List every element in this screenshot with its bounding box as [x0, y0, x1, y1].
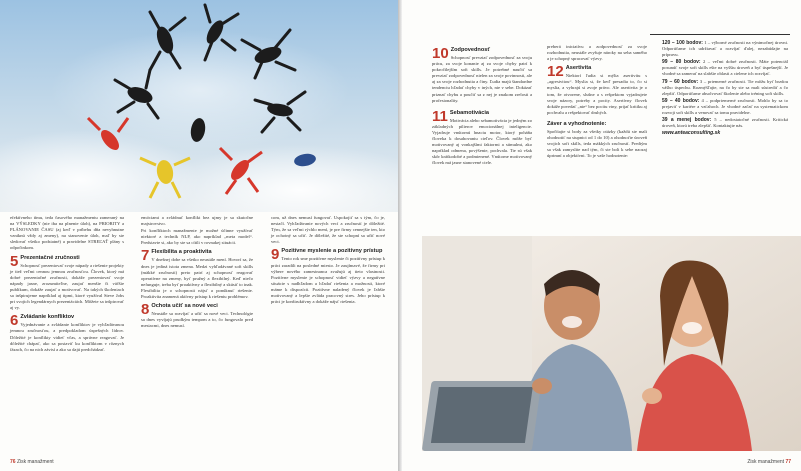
rating-2-text: 2 – veľmi dobré zručnosti. Máte potenciál posunúť svoje soft skills ešte na vyššiu úroveň a byť úspešnejší. Je vhodné sa zamerať na slabšie oblasti a cielene ich rozvíjať.	[662, 59, 788, 77]
section-9-number: 9	[271, 246, 280, 264]
section-12-heading	[547, 63, 647, 81]
section-7-title: Flexibilita a proaktivita	[151, 249, 212, 256]
section-7-heading	[141, 247, 253, 265]
section-6-text: Vyjednávanie a zvládanie konfliktov je vyhľadávanou jemnou zručnosťou, a predpokladom úspešných lídrov. Dôležité je konflikty vidieť včas, a správne reagovať. Je dôležité chápať, ako sa postaviť ku konfliktom v rôznych fázach, čo na nich závisí a ako sa dajú predchádzať.	[10, 322, 124, 352]
intro-paragraph: efektívneho tímu, teda časového manažmentu zameraný na na VÝSLEDKY (nie iba na plnenie úloh), na PRIORITY a PLÁNOVANIE ČASU (aj keď v príbehu dňa nevyhnutne vzniknú vždy aj zmeny), na stanovenie úloh, maľ by ste sledovať všetko podstatné) a pravidelne STREĽAŤ plány s odpočinkom.	[10, 215, 124, 251]
col3-para-1: com, už dnes nemusí fungovať. Uspokojiť sa s tým, čo je, nestačí. Vyhľadávanie nových vecí a zručností je dôležité. Tým, že sa veľmi rýchlo mení, je pre firmy cennejšie ten, kto je ochotný sa učiť. Je dôležité, že ste schopní sa učiť nové veci.	[271, 215, 385, 245]
happy-people-laptop-photo	[422, 236, 801, 451]
section-11-heading	[432, 107, 532, 125]
right-column-2	[547, 44, 647, 160]
section-5-heading	[10, 252, 124, 270]
section-11-title: Sebamotivácia	[449, 109, 490, 116]
rating-3	[662, 79, 788, 97]
section-12-title: Asertivita	[565, 65, 592, 72]
section-6-title: Zvládanie konfliktov	[20, 314, 75, 321]
col2-para-1: emóciami a zvládnuť konflikt bez ujmy je sa skutočne majstrovstvo.	[141, 215, 253, 227]
section-5-number: 5	[10, 252, 19, 270]
right-column-1	[432, 44, 532, 168]
rating-3-label: 79 – 60 bodov:	[662, 78, 699, 85]
conclusion-text: Spočítajte si body za všetky otázky (každú ste mali ohodnotiť na stupnici od 1 do 10) a ohodnoťte úroveň svojich soft skills, teda mäkkých zručností. Predtým sa však zamyslite nad tým, či ste boli k sebe naozaj úprimní a objektívni. To je vaše hodnotenie:	[547, 128, 647, 159]
section-6-heading	[10, 312, 124, 330]
rating-1-text: 1 – výborné zručnosti na výnimočnej úrovni. Odporúčame ich udržiavať a rozvíjať ďalej, nezabúdajte na prípravu.	[662, 40, 789, 58]
section-6-number: 6	[10, 312, 19, 330]
section-8-heading	[141, 301, 253, 319]
section-8-text: Neustále sa rozvíjať a učiť sa nové veci. Technológie sa dnes vyvíjajú prudkým tempom a to, čo fungovalo pred mesiacmi, dnes nemusí.	[141, 311, 253, 329]
rating-5-text: 5 – nedostatočné zručnosti. Kritická úroveň, ktorú treba zlepšiť. Kontaktujte nás.	[662, 117, 788, 129]
rating-2-label: 99 – 80 bodov:	[662, 59, 701, 66]
right-col2-para-1: preberá iniciatívu a zodpovednosť za svoje rozhodnutia, neustále zvyšuje nároky na seba samého a je schopný spracovať výzvy.	[547, 44, 647, 62]
rating-4	[662, 98, 788, 116]
rating-4-text: 4 – podpriemerné zručnosti. Mohlo by sa to prejaviť v kariére a vzťahoch. Je vhodné začať na systematickom rozvoji soft skills a venovať sa tomu pravidelne.	[662, 97, 789, 116]
left-footer	[10, 459, 54, 465]
left-footer-title: Zisk manažment	[16, 459, 54, 465]
left-page-number: 76	[10, 459, 16, 465]
section-11-number: 11	[432, 107, 448, 125]
website-link[interactable]: www.anteaconsulting.sk	[662, 130, 721, 137]
section-8-number: 8	[141, 301, 150, 319]
section-8-title: Ochota učiť sa nové veci	[151, 303, 218, 310]
right-top-rule	[650, 34, 790, 35]
left-column-3	[271, 215, 385, 306]
conclusion-heading: Záver a vyhodnotenie:	[547, 120, 607, 127]
section-5-title: Prezentačné zručnosti	[20, 254, 80, 261]
rating-1	[662, 40, 788, 58]
section-9-title: Pozitívne myslenie a pozitívny prístup	[281, 248, 383, 255]
section-10-number: 10	[432, 45, 449, 62]
right-footer	[747, 459, 791, 465]
section-12-text: Niektorí ľudia si mýlia asertivitu s „agresivitou“. Myslia si, že keď presadia to, čo si myslia, a vyhrajú si zvoje právo. Ale asertivita je o tom, že otvorene, slušne a s rešpektom vyjadrujete svoje názory, potreby a pocity. Asertívny človek dokáže povedať „nie“ bez pocitu viny, prijať kritiku aj pochvalu a rešpektovať druhých.	[547, 73, 647, 115]
rating-4-label: 59 – 40 bodov:	[662, 97, 700, 104]
section-10-heading	[432, 45, 532, 62]
section-9-heading	[271, 246, 385, 264]
left-column-2	[141, 215, 253, 330]
laptop-icon	[422, 381, 542, 451]
section-9-text: Tento rok sme pozitívne myslenie či pozitívny prístup k práci zaradili na posledné miesto. Je zaujímavé, že firmy pri výbere nového zamestnanca zvažujú aj tieto vlastnosti. Pozitívne myslenie je schopnosť vidieť výzvy a negatívne situácie s nadhľadom a hľadať riešenia a možnosti, ktoré máme k dispozícii. Pozitívne naladený človek je ľahšie motivovaný a lepšie zvláda pracovný stres. Jeho prístup k práci je konštruktívny a dokáže nájsť riešenia.	[271, 256, 385, 305]
skydivers-photo	[0, 0, 398, 212]
section-10-text: Schopnosť prevziať zodpovednosť za svoju prácu, za svoje konanie aj za svoje chyby patrí k pokročilejším soft skills. Je potrebné naučiť sa prevziať zodpovednosť nielen za svoje povinnosti, ale aj za svoje rozhodnutia a činy. Ľudia majú štandardne tendenciu hľadať chyby v iných, nie v sebe. Dokázať priznať chybu a poučiť sa z nej je znakom zrelosti a profesionality.	[432, 55, 532, 103]
section-11-text: Motivácia alebo sebamotivácia je jedným zo základných pilierov emocionálnej inteligencie. Vyjadruje vnútornú hnaciu motor, ktorý poháňa človeka k dosahovaniu cieľov. Človek môže byť motivovaný aj vonkajšími faktormi a stimulmi, ako napríklad odmena, povýšenie, pochvala. Tie sú však skôr krátkodobé a podmienené. Vnútorne motivovaný človek má jasne stanovené ciele.	[432, 117, 532, 166]
section-12-number: 12	[547, 63, 564, 81]
left-column-1	[10, 215, 124, 354]
rating-2	[662, 59, 788, 77]
rating-5-label: 39 a menej bodov:	[662, 117, 712, 124]
col2-para-2: Pri konfliktoch manažmente je možné účinne využívať niektoré z techník NLP, ako napríklad „meta model“. Predstavte si, ako by ste sa cítili v rovnakej situácii.	[141, 228, 253, 246]
right-column-3	[662, 40, 788, 137]
left-page	[0, 0, 398, 471]
right-page-number: 77	[785, 459, 791, 465]
rating-3-text: 3 – priemerné zručnosti. Tie môžu byť brzdou vášho úspechu. Rozmýšľajte, na čo by ste sa mali sústrediť a čo zlepšiť. Odporúčame absolvovať školenie alebo tréning soft skills.	[662, 78, 789, 96]
section-7-text: V dnešnej dobe sa všetko neustále mení. Hovorí sa, že dnes je jediná istota zmena. Medzi vyhľadávané soft skills (mäkké zručnosti) preto patrí aj schopnosť reagovať operatívne na zmeny, byť pružný a flexibilný. Keď niečo nefunguje, treba byť proaktívny a flexibilný a skúsiť to inak. Flexibilita je o schopnosti nájsť a ponúknuť riešenie. Proaktivita znamená aktívny prístup k riešeniu problémov.	[141, 257, 253, 300]
right-footer-title: Zisk manažment	[747, 459, 785, 465]
rating-1-label: 120 – 100 bodov:	[662, 40, 703, 46]
section-10-title: Zodpovednosť	[450, 47, 491, 53]
rating-5	[662, 117, 788, 129]
right-page	[402, 0, 801, 471]
section-7-number: 7	[141, 247, 150, 265]
section-5-text: Schopnosť prezentovať svoje nápady a riešenie projekty je tiež veľmi cennou jemnou zručnosťou. Človek, ktorý má dobré prezentačné zručnosti, dokáže prezentovať svoje nápady jasne, zrozumiteľne, zaujať menšie či väčšie publikum, dokáže zaujať a motivovať. Na takých školeniach sa inšpirujeme napríklad aj tipmi, ktoré využíval Steve Jobs pri svojich legendárnych prezentáciách. Môžete sa inšpirovať aj vy.	[10, 262, 124, 311]
